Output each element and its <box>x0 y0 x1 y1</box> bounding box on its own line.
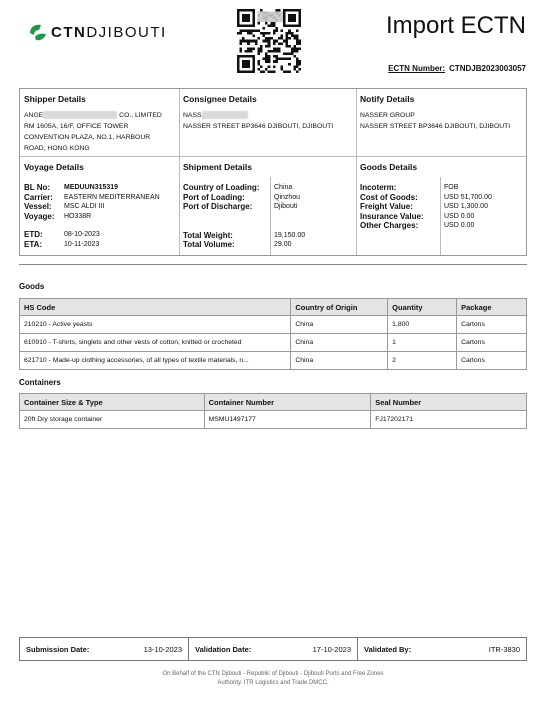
validation-date-value: 17-10-2023 <box>312 644 351 654</box>
seal-number-cell: FJ17202171 <box>371 411 527 429</box>
validated-by <box>357 638 526 660</box>
country-loading-value: China <box>274 184 293 191</box>
voyage-value: HO338R <box>64 212 92 220</box>
origin-cell: China <box>291 334 388 352</box>
page-title: Import ECTN <box>385 12 526 39</box>
other-charges-label: Other Charges: <box>360 221 419 230</box>
other-charges-value: USD 0.00 <box>444 222 475 229</box>
shipper-address-line: CONVENTION PLAZA, NO.1, HARBOUR <box>24 134 151 141</box>
goods-header-country: Country of Origin <box>291 299 388 316</box>
redacted-block <box>43 111 117 119</box>
country-loading-label: Country of Loading: <box>183 183 260 192</box>
origin-cell: China <box>291 352 388 370</box>
cost-value: USD 51,700.00 <box>444 193 492 201</box>
shipment-values <box>274 183 305 250</box>
total-weight-label: Total Weight: <box>183 230 233 240</box>
incoterm-value: FOB <box>444 184 459 191</box>
eta-value: 10-11-2023 <box>64 240 100 248</box>
voyage-values <box>64 183 160 249</box>
container-type-cell: 20ft Dry storage container <box>20 411 205 429</box>
port-loading-label: Port of Loading: <box>183 192 245 202</box>
authority-note <box>0 670 546 688</box>
shipper-name-end: CO., LIMITED <box>119 112 162 119</box>
ctn-logo <box>28 22 167 42</box>
table-row <box>20 316 527 334</box>
ctn-leaf-icon <box>28 22 48 42</box>
port-discharge-label: Port of Discharge: <box>183 202 253 211</box>
table-row <box>20 334 527 352</box>
quantity-cell: 2 <box>388 352 457 370</box>
shipment-labels <box>183 183 259 250</box>
total-volume-label: Total Volume: <box>183 240 235 249</box>
containers-section-title: Containers <box>19 378 61 387</box>
hs-code-cell: 621710 - Made-up clothing accessories, of all types of textile materials, n... <box>20 352 291 370</box>
authority-line: Authority. ITR Logistics and Trade DMCC. <box>217 680 329 686</box>
incoterm-label: Incoterm: <box>360 183 397 192</box>
origin-cell: China <box>291 316 388 334</box>
validated-by-value: ITR-3830 <box>488 644 520 654</box>
validation-footer <box>19 637 527 661</box>
redacted-block <box>202 111 248 119</box>
goods-details-labels <box>360 183 424 231</box>
carrier-label: Carrier: <box>24 192 53 202</box>
containers-table <box>19 393 527 429</box>
goods-section-title: Goods <box>19 282 45 291</box>
freight-label: Freight Value: <box>360 202 413 211</box>
etd-label: ETD: <box>24 230 43 239</box>
cost-label: Cost of Goods: <box>360 192 418 202</box>
shipper-details-title: Shipper Details <box>24 94 86 104</box>
shipper-details <box>24 110 179 154</box>
goods-table <box>19 298 527 370</box>
ectn-number-label: ECTN Number: <box>388 64 446 73</box>
submission-date-value: 13-10-2023 <box>143 644 182 654</box>
validated-by-label: Validated By: <box>364 644 412 654</box>
carrier-value: EASTERN MEDITERRANEAN <box>64 193 160 201</box>
vessel-value: MSC ALDI III <box>64 203 105 210</box>
port-discharge-value: Djibouti <box>274 203 298 210</box>
insurance-value: USD 0.00 <box>444 212 475 220</box>
freight-value: USD 1,300.00 <box>444 203 488 210</box>
consignee-name-start: NASS <box>183 112 202 119</box>
logo-text-bold: CTN <box>51 23 87 41</box>
consignee-name <box>183 110 358 121</box>
validation-date-label: Validation Date: <box>195 644 252 654</box>
container-number-cell: MSMU1497177 <box>204 411 371 429</box>
ectn-number <box>388 64 526 73</box>
validation-date <box>188 638 357 660</box>
vessel-label: Vessel: <box>24 202 52 211</box>
shipper-name <box>24 110 179 121</box>
container-header-number: Container Number <box>204 394 371 411</box>
consignee-details <box>183 110 358 132</box>
details-grid <box>19 88 527 256</box>
package-cell: Cartons <box>457 316 527 334</box>
submission-date <box>20 638 188 660</box>
goods-header-hs-code: HS Code <box>20 299 291 316</box>
shipper-address-line: RM 1605A, 16/F, OFFICE TOWER <box>24 123 129 130</box>
goods-header-quantity: Quantity <box>388 299 457 316</box>
table-row <box>20 411 527 429</box>
consignee-details-title: Consignee Details <box>183 94 257 104</box>
consignee-address: NASSER STREET BP3646 DJIBOUTI, DJIBOUTI <box>183 123 334 130</box>
containers-table-header <box>20 394 527 411</box>
authority-line: On Behalf of the CTN Djibouti - Republic of Djibouti - Djibouti Ports and Free Zones <box>162 671 384 677</box>
divider <box>19 264 527 265</box>
table-row <box>20 352 527 370</box>
logo-text-rest: DJIBOUTI <box>86 23 167 41</box>
quantity-cell: 1,800 <box>388 316 457 334</box>
shipper-name-start: ANGE <box>24 112 44 119</box>
qr-code <box>237 9 301 73</box>
voyage-labels <box>24 183 55 249</box>
goods-table-header <box>20 299 527 316</box>
notify-details-title: Notify Details <box>360 94 415 104</box>
etd-value: 08-10-2023 <box>64 231 100 238</box>
goods-header-package: Package <box>457 299 527 316</box>
bl-value: MEDUUN315319 <box>64 184 119 191</box>
voyage-label: Voyage: <box>24 211 55 221</box>
notify-name: NASSER GROUP <box>360 112 415 119</box>
insurance-label: Insurance Value: <box>360 211 424 221</box>
package-cell: Cartons <box>457 334 527 352</box>
submission-date-label: Submission Date: <box>26 644 90 654</box>
quantity-cell: 1 <box>388 334 457 352</box>
package-cell: Cartons <box>457 352 527 370</box>
shipper-address-line: ROAD, HONG KONG <box>24 145 90 152</box>
eta-label: ETA: <box>24 239 43 249</box>
notify-details <box>360 110 528 132</box>
total-weight-value: 19,150.00 <box>274 231 306 239</box>
goods-details-title: Goods Details <box>360 162 418 172</box>
ectn-number-value: CTNDJB2023003057 <box>449 64 526 73</box>
hs-code-cell: 610910 - T-shirts, singlets and other vests of cotton, knitted or crocheted <box>20 334 291 352</box>
port-loading-value: Qinzhou <box>274 193 301 201</box>
shipment-details-title: Shipment Details <box>183 162 252 172</box>
voyage-details-title: Voyage Details <box>24 162 84 172</box>
goods-details-values <box>444 183 492 231</box>
total-volume-value: 29.00 <box>274 241 292 248</box>
hs-code-cell: 210210 - Active yeasts <box>20 316 291 334</box>
notify-address: NASSER STREET BP3646 DJIBOUTI, DJIBOUTI <box>360 123 511 130</box>
bl-label: BL No: <box>24 183 51 192</box>
container-header-seal: Seal Number <box>371 394 527 411</box>
container-header-size-type: Container Size & Type <box>20 394 205 411</box>
